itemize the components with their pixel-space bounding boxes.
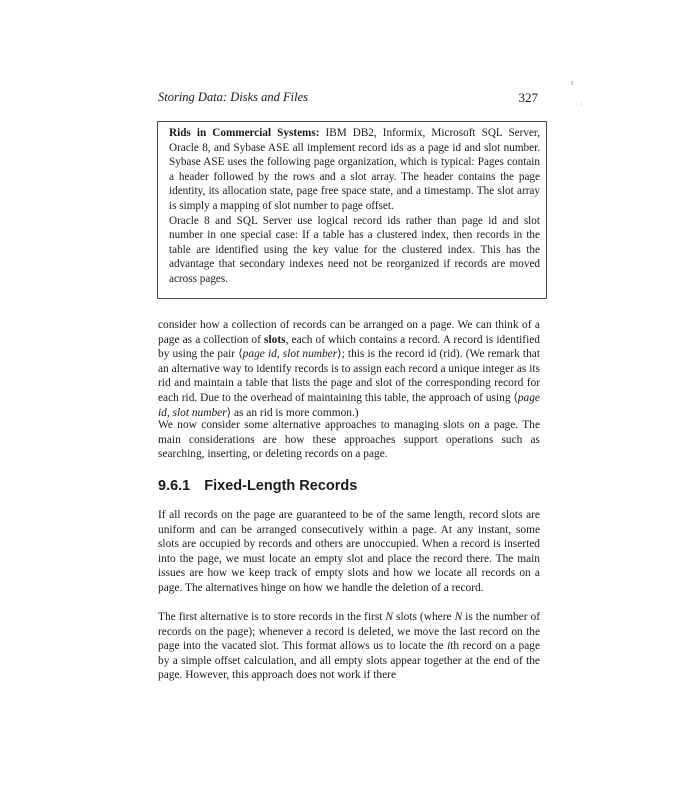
math-var: i [447, 640, 451, 653]
sidebar-paragraph: Oracle 8 and SQL Server use logical record ids rather than page id and slot number in one special case: If a table has a clustered index, then records in the table are identified using the key value for the clustered index. This has the advantage that secondary indexes need not be reorganized if records are moved across pages. [169, 214, 540, 285]
paragraph-text: We now consider some alternative approaches to managing slots on a page. The main considerations are how these approaches support operations such as searching, inserting, or deleting records on a page. [158, 419, 540, 461]
scan-speck: · [580, 100, 583, 109]
term-slots: slots [264, 333, 286, 346]
scan-speck: ı [571, 78, 574, 87]
text-run: consider how a collection of records can be arranged on a page. We can think of a page as a collection of [158, 319, 540, 346]
sidebar-box [157, 121, 547, 299]
text-run: The first alternative is to store records in the first [158, 611, 386, 623]
math-var: N [385, 611, 394, 623]
text-run: is the number of records on the page); whenever a record is deleted, we move the last record on the page into the vacated slot. This format allows us to locate the [158, 611, 540, 653]
body-paragraph [158, 418, 540, 462]
chapter-title: Storing Data: Disks and Files [158, 90, 308, 104]
body-paragraph [158, 610, 540, 683]
running-header [158, 90, 540, 108]
body-paragraph [158, 508, 540, 596]
section-title: Fixed-Length Records [204, 478, 358, 494]
body-paragraph [158, 318, 540, 420]
sidebar-text: IBM DB2, Informix, Microsoft SQL Server, Oracle 8, and Sybase ASE all implement record ids as a page id and slot number. Sybase ASE uses the following page organization, which is typical: Pages contain a header followed by the rows and a slot array. The header contains the page identity, its allocation state, page free space state, and a timestamp. The slot array is simply a mapping of slot number to page offset. [169, 127, 540, 212]
rid-pair: page id, slot number [158, 391, 540, 419]
math-var: N [454, 611, 463, 623]
sidebar-paragraph [169, 126, 540, 214]
text-run: slots (where [393, 611, 455, 623]
paragraph-text: If all records on the page are guaranteed to be of the same length, record slots are uniform and can be arranged consecutively within a page. At any instant, some slots are occupied by records and others are unoccupied. When a record is inserted into the page, we must locate an empty slot and place the record there. The main issues are how we keep track of empty slots and how we locate all records on a page. The alternatives hinge on how we handle the deletion of a record. [158, 509, 540, 594]
section-heading [158, 478, 540, 494]
page-number: 327 [518, 90, 538, 105]
text-run: ⟩; this is the record id (rid). (We remark that an alternative way to identify records is to assign each record a unique integer as its rid and maintain a table that lists the page and slot of the corresponding record for each rid. Due to the overhead of maintaining this table, the approach of using ⟨ [158, 348, 540, 404]
text-run: th record on a page by a simple offset calculation, and all empty slots appear together at the end of the page. However, this approach does not work if there [158, 640, 540, 682]
section-number: 9.6.1 [158, 478, 191, 494]
rid-pair: page id, slot number [242, 348, 338, 361]
sidebar-lead: Rids in Commercial Systems: [169, 127, 320, 139]
text-run: , each of which contains a record. A record is identified by using the pair ⟨ [158, 333, 540, 361]
text-run: ⟩ as an rid is more common.) [226, 406, 359, 419]
